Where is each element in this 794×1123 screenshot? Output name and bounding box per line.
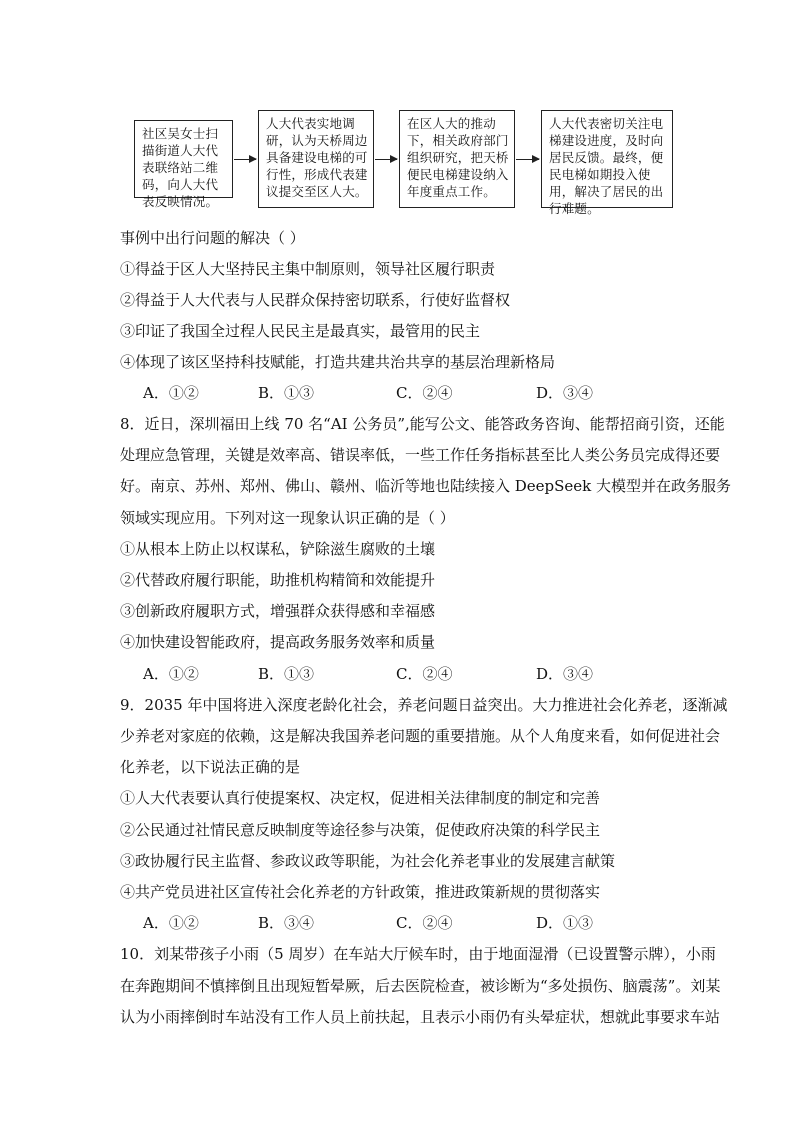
arrow-right-icon (375, 159, 397, 160)
flow-box-4: 人大代表密切关注电梯建设进度，及时向居民反馈。最终，便民电梯如期投入使用，解决了居民的出行难题。 (541, 110, 673, 208)
q9-item-1: ①人大代表要认真行使提案权、决定权，促进相关法律制度的制定和完善 (120, 789, 601, 807)
q7-item-4: ④体现了该区坚持科技赋能，打造共建共治共享的基层治理新格局 (120, 353, 556, 371)
q9-line-3: 化养老，以下说法正确的是 (120, 758, 301, 776)
q8-item-2: ②代替政府履行职能，助推机构精简和效能提升 (120, 571, 436, 589)
arrow-right-icon (234, 159, 256, 160)
arrow-right-icon (516, 159, 539, 160)
q9-line-2: 少养老对家庭的依赖，这是解决我国养老问题的重要措施。从个人角度来看，如何促进社会 (120, 727, 721, 745)
q7-item-2: ②得益于人大代表与人民群众保持密切联系，行使好监督权 (120, 291, 511, 309)
q8-item-3: ③创新政府履职方式，增强群众获得感和幸福感 (120, 602, 436, 620)
option-b: B．①③ (258, 384, 315, 402)
q10-line-2: 在奔跑期间不慎摔倒且出现短暂晕厥，后去医院检查，被诊断为“多处损伤、脑震荡”。刘某 (120, 977, 721, 995)
q8-item-1: ①从根本上防止以权谋私，铲除滋生腐败的土壤 (120, 540, 436, 558)
flow-box-1: 社区吴女士扫描街道人大代表联络站二维码，向人大代表反映情况。 (134, 120, 233, 198)
q10-line-3: 认为小雨摔倒时车站没有工作人员上前扶起，且表示小雨仍有头晕症状，想就此事要求车站 (120, 1008, 721, 1026)
q7-item-1: ①得益于区人大坚持民主集中制原则，领导社区履行职责 (120, 260, 496, 278)
flow-box-3: 在区人大的推动下，相关政府部门组织研究，把天桥便民电梯建设纳入年度重点工作。 (399, 110, 515, 208)
q7-stem: 事例中出行问题的解决（ ） (120, 229, 305, 247)
q8-item-4: ④加快建设智能政府，提高政务服务效率和质量 (120, 633, 436, 651)
option-c: C．②④ (396, 665, 453, 683)
q7-item-3: ③印证了我国全过程人民民主是最真实，最管用的民主 (120, 322, 481, 340)
option-c: C．②④ (396, 914, 453, 932)
option-d: D．①③ (536, 914, 594, 932)
option-b: B．①③ (258, 665, 315, 683)
q8-line-2: 处理应急管理，关键是效率高、错误率低，一些工作任务指标甚至比人类公务员完成得还要 (120, 446, 721, 464)
q8-line-4: 领域实现应用。下列对这一现象认识正确的是（ ） (120, 509, 455, 527)
q9-item-2: ②公民通过社情民意反映制度等途径参与决策，促使政府决策的科学民主 (120, 821, 601, 839)
option-c: C．②④ (396, 384, 453, 402)
option-a: A．①② (143, 914, 199, 932)
q8-line-1: 8．近日，深圳福田上线 70 名“AI 公务员”,能写公文、能答政务咨询、能帮招商引资，还能 (120, 415, 725, 433)
option-d: D．③④ (536, 384, 594, 402)
option-b: B．③④ (258, 914, 315, 932)
option-a: A．①② (143, 665, 199, 683)
option-a: A．①② (143, 384, 199, 402)
q8-line-3: 好。南京、苏州、郑州、佛山、赣州、临沂等地也陆续接入 DeepSeek 大模型并在政务服务 (120, 477, 732, 495)
flow-diagram (134, 110, 674, 216)
q10-line-1: 10．刘某带孩子小雨（5 周岁）在车站大厅候车时，由于地面湿滑（已设置警示牌），小雨 (120, 945, 716, 963)
flow-box-2: 人大代表实地调研，认为天桥周边具备建设电梯的可行性，形成代表建议提交至区人大。 (258, 110, 374, 208)
q9-item-3: ③政协履行民主监督、参政议政等职能，为社会化养老事业的发展建言献策 (120, 852, 616, 870)
q9-item-4: ④共产党员进社区宣传社会化养老的方针政策，推进政策新规的贯彻落实 (120, 883, 601, 901)
option-d: D．③④ (536, 665, 594, 683)
q9-line-1: 9．2035 年中国将进入深度老龄化社会，养老问题日益突出。大力推进社会化养老，逐渐减 (120, 696, 728, 714)
